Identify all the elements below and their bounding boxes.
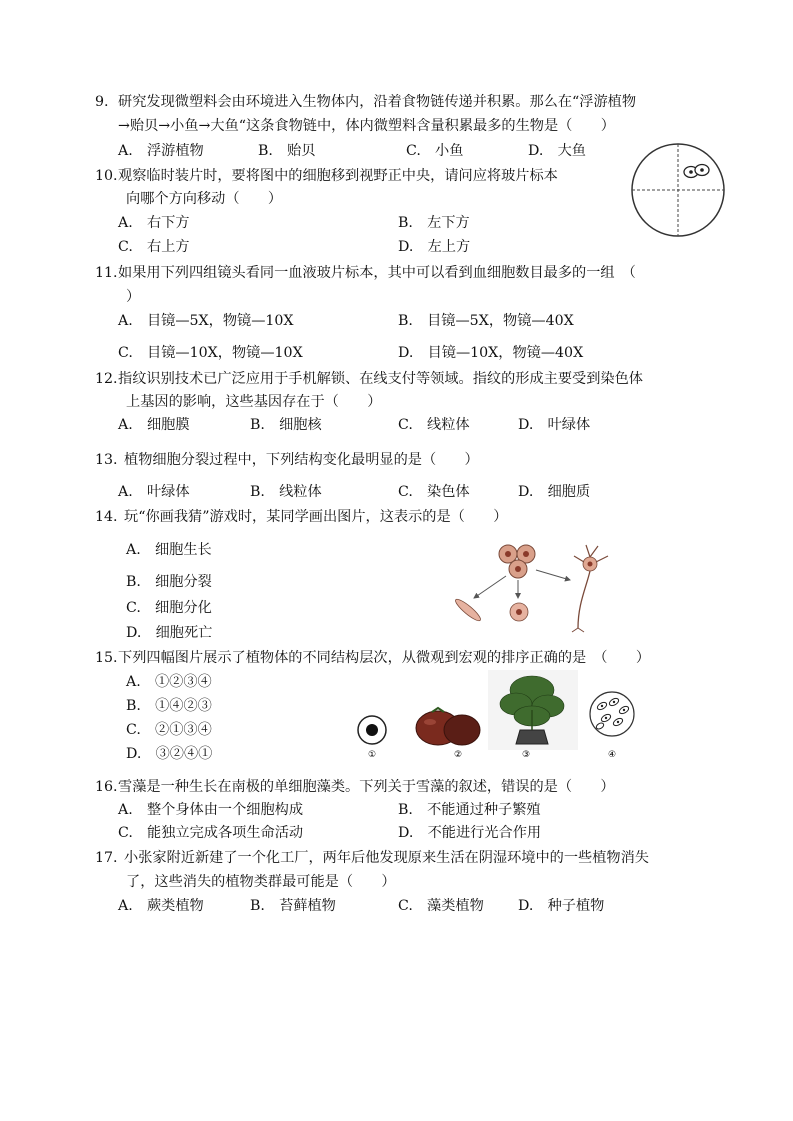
figure-label-4: ④ [607,750,617,760]
q14-number: 14. [95,509,118,525]
q10-option-a: A. 右下方 [118,215,190,231]
q14-option-c: C. 细胞分化 [126,600,212,616]
q16-option-a: A. 整个身体由一个细胞构成 [118,802,304,818]
q13-option-a: A. 叶绿体 [118,484,190,500]
q9-stem-line1: 研究发现微塑料会由环境进入生物体内，沿着食物链传递并积累。那么在“浮游植物 [118,94,637,110]
q12-option-a: A. 细胞膜 [118,417,190,433]
q10-stem-line2: 向哪个方向移动（ ） [126,191,283,207]
q14-option-d: D. 细胞死亡 [126,625,213,641]
q15-option-a: A. ①②③④ [126,674,212,690]
q10-option-c: C. 右上方 [118,239,190,255]
q14-stem-line1: 玩“你画我猜”游戏时，某同学画出图片，这表示的是（ ） [124,509,508,525]
q16-option-c: C. 能独立完成各项生命活动 [118,825,304,841]
q11-stem-line2: ） [126,289,141,305]
q11-option-d: D. 目镜—10X，物镜—40X [398,345,584,361]
q11-option-a: A. 目镜—5X，物镜—10X [118,313,294,329]
q9-option-d: D. 大鱼 [528,143,586,159]
q10-option-b: B. 左下方 [398,215,470,231]
plant-structure-levels-figure [350,670,646,760]
figure-label-2: ② [453,750,463,760]
q12-option-b: B. 细胞核 [250,417,322,433]
q11-option-b: B. 目镜—5X，物镜—40X [398,313,574,329]
q14-option-b: B. 细胞分裂 [126,574,212,590]
q15-stem-line1: 下列四幅图片展示了植物体的不同结构层次，从微观到宏观的排序正确的是 （ ） [118,650,651,666]
q14-option-a: A. 细胞生长 [126,542,212,558]
q17-option-d: D. 种子植物 [518,898,605,914]
q9-stem-line2: →贻贝→小鱼→大鱼“这条食物链中，体内微塑料含量积累最多的生物是（ ） [118,118,615,134]
q10-stem-line1: 观察临时装片时，要将图中的细胞移到视野正中央，请问应将玻片标本 [118,168,558,184]
q12-option-d: D. 叶绿体 [518,417,591,433]
microscope-field-figure [630,142,726,238]
q17-option-a: A. 蕨类植物 [118,898,204,914]
q10-number: 10. [95,168,118,184]
q9-option-c: C. 小鱼 [406,143,464,159]
q13-option-d: D. 细胞质 [518,484,591,500]
q10-option-d: D. 左上方 [398,239,471,255]
q17-stem-line2: 了，这些消失的植物类群最可能是（ ） [126,874,396,890]
q12-stem-line2: 上基因的影响，这些基因存在于（ ） [126,394,382,410]
q9-option-b: B. 贻贝 [258,143,316,159]
q17-number: 17. [95,850,118,866]
cell-differentiation-figure [450,540,610,634]
q16-option-d: D. 不能进行光合作用 [398,825,542,841]
q9-option-a: A. 浮游植物 [118,143,204,159]
q15-option-c: C. ②①③④ [126,722,212,738]
q17-stem-line1: 小张家附近新建了一个化工厂，两年后他发现原来生活在阴湿环境中的一些植物消失 [124,850,649,866]
q9-number: 9. [95,94,109,110]
q13-option-b: B. 线粒体 [250,484,322,500]
q15-number: 15. [95,650,118,666]
figure-label-3: ③ [521,750,531,760]
q11-option-c: C. 目镜—10X，物镜—10X [118,345,303,361]
q17-option-c: C. 藻类植物 [398,898,484,914]
q16-stem-line1: 雪藻是一种生长在南极的单细胞藻类。下列关于雪藻的叙述，错误的是（ ） [118,779,615,795]
q13-number: 13. [95,452,118,468]
q17-option-b: B. 苔藓植物 [250,898,336,914]
q13-option-c: C. 染色体 [398,484,470,500]
q12-stem-line1: 指纹识别技术已广泛应用于手机解锁、在线支付等领域。指纹的形成主要受到染色体 [118,371,643,387]
q12-number: 12. [95,371,118,387]
q12-option-c: C. 线粒体 [398,417,470,433]
figure-label-1: ① [367,750,377,760]
q15-option-b: B. ①④②③ [126,698,212,714]
q15-option-d: D. ③②④① [126,746,213,762]
q16-option-b: B. 不能通过种子繁殖 [398,802,541,818]
q16-number: 16. [95,779,118,795]
q11-number: 11. [95,265,118,281]
q13-stem-line1: 植物细胞分裂过程中，下列结构变化最明显的是（ ） [124,452,479,468]
q11-stem-line1: 如果用下列四组镜头看同一血液玻片标本，其中可以看到血细胞数目最多的一组 （ [118,265,636,281]
